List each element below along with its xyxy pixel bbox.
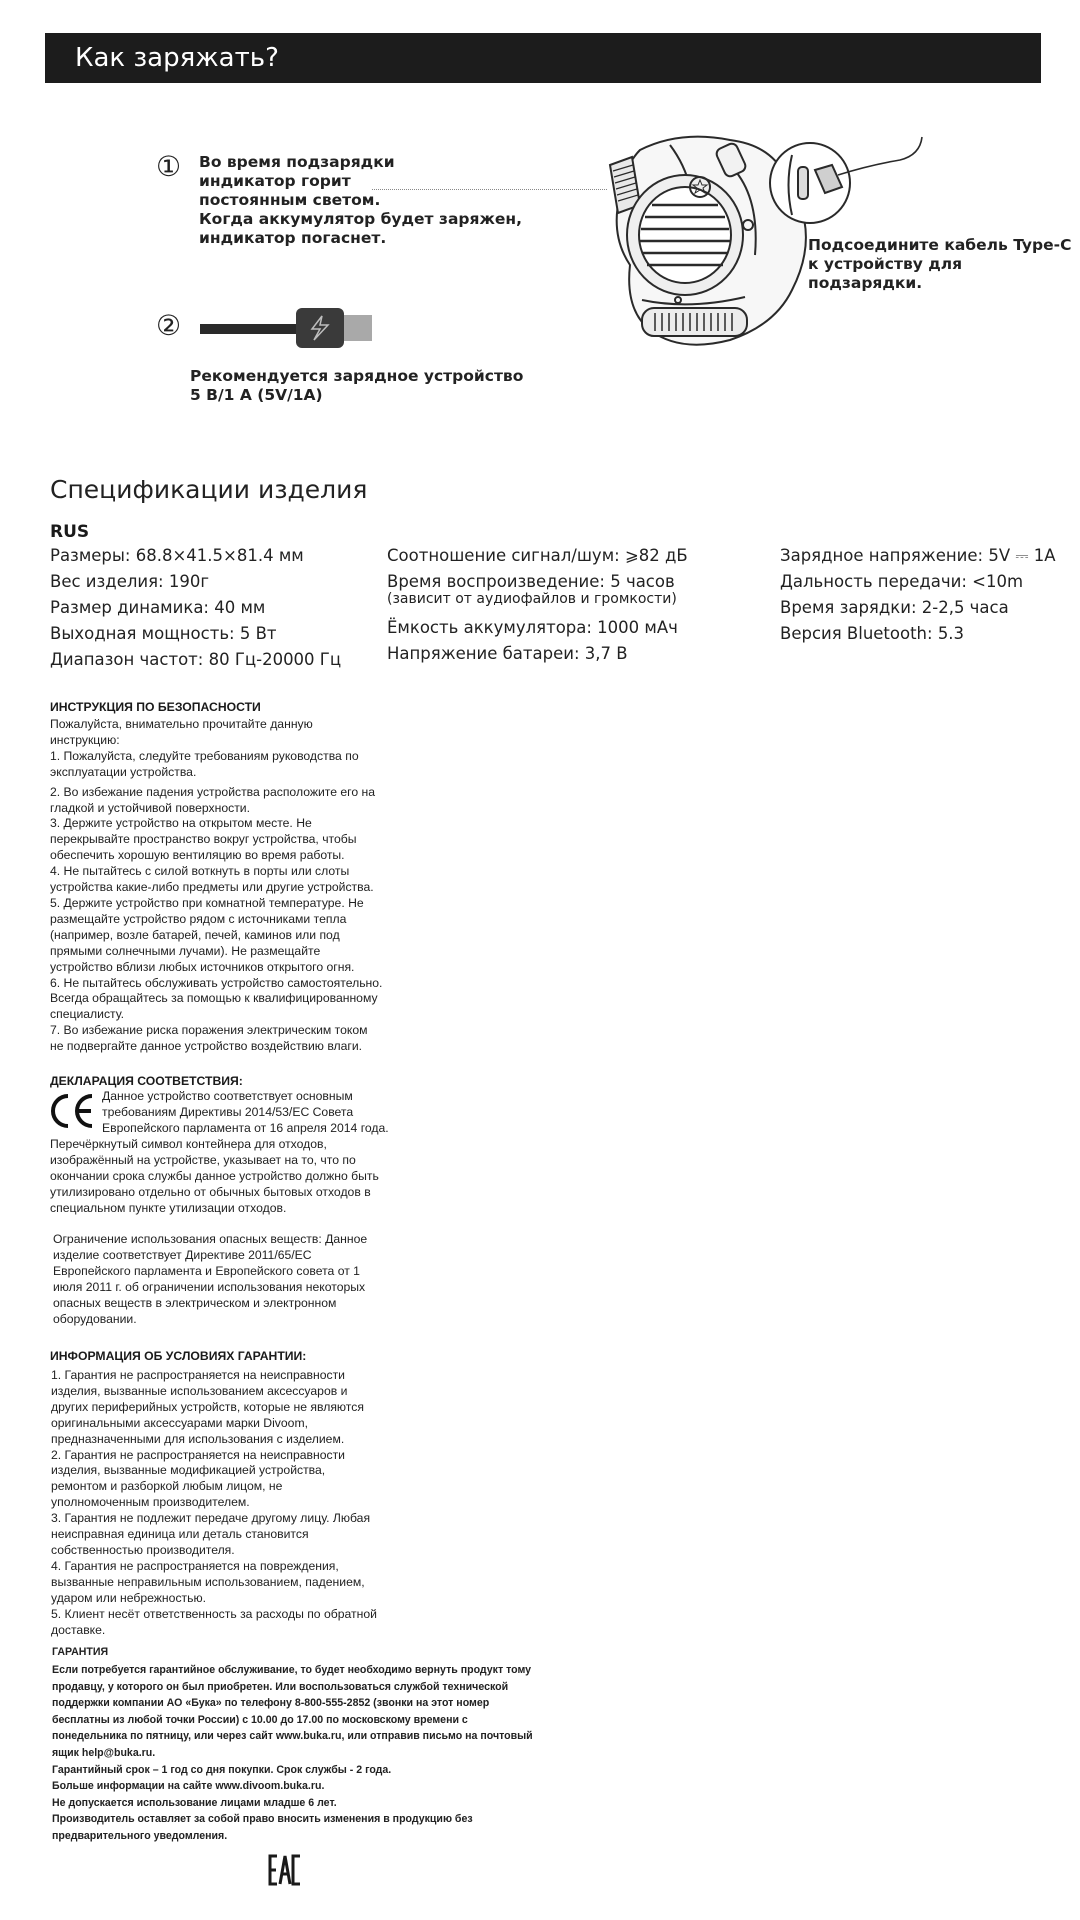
spec-transmission-range: Дальность передачи: <10m bbox=[780, 572, 1024, 591]
guarantee-text: Если потребуется гарантийное обслуживание, то будет необходимо вернуть продукт тому продавцу, у которого он был приобретен. Или воспользоваться службой технической поддержки компании АО «Бука» по телефону 8-800-555-2852 (звонки на этот номер бесплатны из любой точки России) с 10.00 до 17.00 по московскому времени с понедельника по пятницу, или через сайт www.buka.ru, или отправив письмо на почтовый ящик help@buka.ru. Гарантийный срок – 1 год со дня покупки. Срок службы - 2 года. Больше информации на сайте www.divoom.buka.ru. Не допускается использование лицами младше 6 лет. Производитель оставляет за собой право вносить изменения в продукцию без предварительного уведомления. bbox=[52, 1664, 533, 1842]
safety-title: ИНСТРУКЦИЯ ПО БЕЗОПАСНОСТИ bbox=[50, 700, 261, 714]
rohs-text: Ограничение использования опасных веществ: Данное изделие соответствует Директиве 2011/65/ЕС Европейского парламента и Европейского совета от 1 июля 2011 г. об ограничении использования некоторых опасных веществ в электрическом и электронном оборудовании. bbox=[53, 1232, 368, 1326]
spec-dimensions: Размеры: 68.8×41.5×81.4 мм bbox=[50, 546, 304, 565]
eac-mark-icon bbox=[268, 1854, 302, 1886]
spec-playtime: Время воспроизведение: 5 часов bbox=[387, 572, 675, 591]
cable-connect-note: Подсоедините кабель Type-C к устройству для подзарядки. bbox=[808, 236, 1072, 292]
specs-title: Спецификации изделия bbox=[50, 475, 368, 504]
specs-column-2 bbox=[387, 543, 688, 667]
ce-mark-icon bbox=[48, 1093, 96, 1129]
spec-battery-voltage: Напряжение батареи: 3,7 В bbox=[387, 644, 628, 663]
spec-output-power: Выходная мощность: 5 Вт bbox=[50, 624, 277, 643]
charging-heading: Как заряжать? bbox=[75, 43, 279, 73]
spec-bluetooth-version: Версия Bluetooth: 5.3 bbox=[780, 624, 965, 643]
warranty-info-title: ИНФОРМАЦИЯ ОБ УСЛОВИЯХ ГАРАНТИИ: bbox=[50, 1349, 307, 1363]
spec-playtime-note: (зависит от аудиофайлов и громкости) bbox=[387, 591, 677, 607]
spec-battery-capacity: Ёмкость аккумулятора: 1000 мАч bbox=[387, 618, 678, 637]
step-2-text: Рекомендуется зарядное устройство 5 В/1 А (5V/1A) bbox=[190, 367, 524, 404]
usb-charger-plug-illustration bbox=[200, 305, 375, 351]
ce-declaration-text: Данное устройство соответствует основным требованиям Директивы 2014/53/ЕС Совета Европейского парламента от 16 апреля 2014 года. bbox=[102, 1089, 389, 1135]
step-1-number: ① bbox=[156, 150, 182, 183]
warranty-info-text: 1. Гарантия не распространяется на неисправности изделия, вызванные использованием аксессуаров и других периферийных устройств, которые не являются оригинальными аксессуарами марки Divoom, предназначенными для использования с изделием. 2. Гарантия не распространяется на неисправности изделия, вызванные модификацией устройства, ремонтом и разборкой любым лицом, не уполномоченным производителем. 3. Гарантия не подлежит передаче другому лицу. Любая неисправная единица или деталь становится собственностью производителя. 4. Гарантия не распространяется на повреждения, вызванные неправильным использованием, падением, ударом или небрежностью. 5. Клиент несёт ответственность за расходы по обратной доставке. bbox=[51, 1368, 377, 1637]
step-1-text: Во время подзарядки индикатор горит постоянным светом. Когда аккумулятор будет заряжен, индикатор погаснет. bbox=[199, 153, 522, 247]
weee-disposal-text: Перечёркнутый символ контейнера для отходов, изображённый на устройстве, указывает на то, что по окончании срока службы данное устройство должно быть утилизировано отдельно от обычных бытовых отходов в специальном пункте утилизации отходов. bbox=[50, 1137, 379, 1215]
specs-column-3 bbox=[780, 543, 1056, 647]
spec-weight: Вес изделия: 190г bbox=[50, 572, 210, 591]
step-2-number: ② bbox=[156, 309, 182, 342]
specs-language-label: RUS bbox=[50, 522, 90, 542]
declaration-title: ДЕКЛАРАЦИЯ СООТВЕТСТВИЯ: bbox=[50, 1074, 243, 1088]
charging-heading-banner bbox=[45, 33, 1041, 83]
spec-frequency-range: Диапазон частот: 80 Гц-20000 Гц bbox=[50, 650, 342, 669]
spec-snr: Соотношение сигнал/шум: ⩾82 дБ bbox=[387, 546, 688, 565]
spec-driver-size: Размер динамика: 40 мм bbox=[50, 598, 266, 617]
specs-column-1 bbox=[50, 543, 341, 673]
safety-instructions: Пожалуйста, внимательно прочитайте данную инструкцию: 1. Пожалуйста, следуйте требованиям руководства по эксплуатации устройства. 2. Во избежание падения устройства расположите его на гладкой и устойчивой поверхности. 3. Держите устройство на открытом месте. Не перекрывайте пространство вокруг устройства, чтобы обеспечить хорошую вентиляцию во время работы. 4. Не пытайтесь с силой воткнуть в порты или слоты устройства какие-либо предметы или другие устройства. 5. Держите устройство при комнатной температуре. Не размещайте устройство рядом с источниками тепла (например, возле батарей, печей, каминов или под прямыми солнечными лучами). Не размещайте устройство вблизи любых источников открытого огня. 6. Не пытайтесь обслуживать устройство самостоятельно. Всегда обращайтесь за помощью к квалифицированному специалисту. 7. Во избежание риска поражения электрическим током не подвергайте данное устройство воздействию влаги. bbox=[50, 717, 383, 1054]
spec-charging-time: Время зарядки: 2-2,5 часа bbox=[780, 598, 1009, 617]
guarantee-title: ГАРАНТИЯ bbox=[52, 1646, 109, 1658]
spec-charging-voltage: Зарядное напряжение: 5V ⎓ 1A bbox=[780, 546, 1056, 565]
